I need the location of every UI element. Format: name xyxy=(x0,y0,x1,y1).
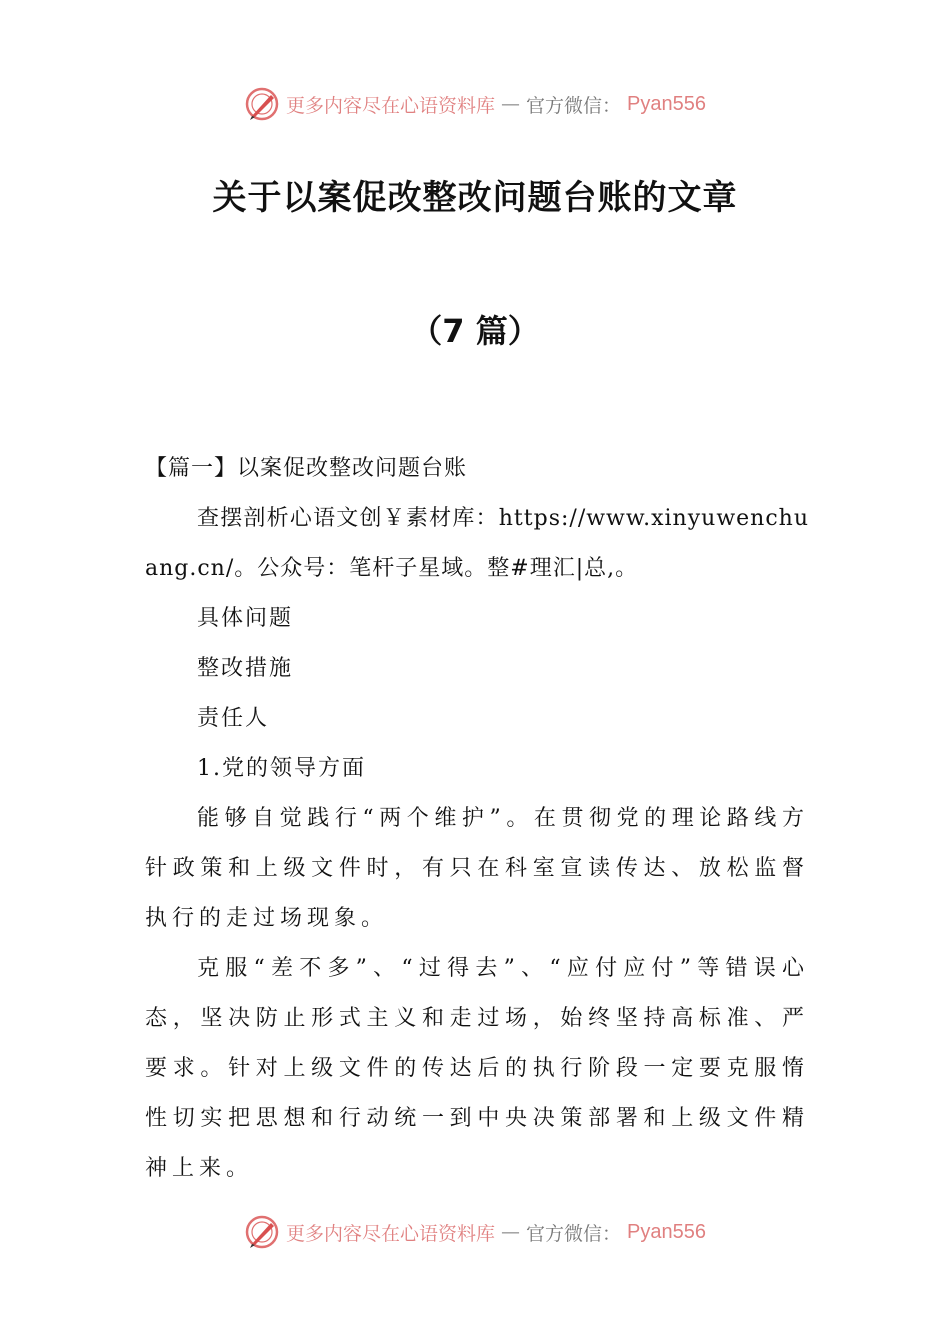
section-heading: 【篇一】以案促改整改问题台账 xyxy=(145,456,468,481)
footer-slogan: 更多内容尽在心语资料库 xyxy=(286,1222,496,1245)
item-1-problem: 能够自觉践行“两个维护”。在贯彻党的理论路线方针政策和上级文件时，有只在科室宣读传达、放松监督执行的走过场现象。 xyxy=(145,806,809,931)
banner-slogan: 更多内容尽在心语资料库 xyxy=(286,94,496,117)
item-1-title: 1.党的领导方面 xyxy=(197,756,366,781)
source-paragraph: 查摆剖析心语文创￥素材库：https://www.xinyuwenchuang.cn/。公众号：笔杆子星域。整#理汇|总,。 xyxy=(145,506,809,581)
document-title: 关于以案促改整改问题台账的文章 xyxy=(212,178,738,218)
table-header-problem: 具体问题 xyxy=(197,606,294,631)
document-body xyxy=(145,444,809,1194)
item-1-measure: 克服“差不多”、“过得去”、“应付应付”等错误心态，坚决防止形式主义和走过场，始终坚持高标准、严要求。针对上级文件的传达后的执行阶段一定要克服惰性切实把思想和行动统一到中央决策部署和上级文件精神上来。 xyxy=(145,956,809,1181)
table-header-person: 责任人 xyxy=(197,706,270,731)
footer-banner xyxy=(0,1210,950,1254)
footer-wechat-id: Pyan556 xyxy=(627,1220,706,1243)
banner-official-label: 官方微信： xyxy=(526,94,622,117)
header-banner xyxy=(0,82,950,126)
pen-seal-logo-icon xyxy=(244,1214,280,1250)
table-header-measures: 整改措施 xyxy=(197,656,294,681)
pen-seal-logo-icon xyxy=(244,86,280,122)
banner-wechat-id: Pyan556 xyxy=(627,92,706,115)
footer-dash: — xyxy=(501,1221,521,1243)
banner-dash: — xyxy=(501,93,521,115)
footer-official-label: 官方微信： xyxy=(526,1222,622,1245)
document-subtitle: （7 篇） xyxy=(410,312,540,350)
